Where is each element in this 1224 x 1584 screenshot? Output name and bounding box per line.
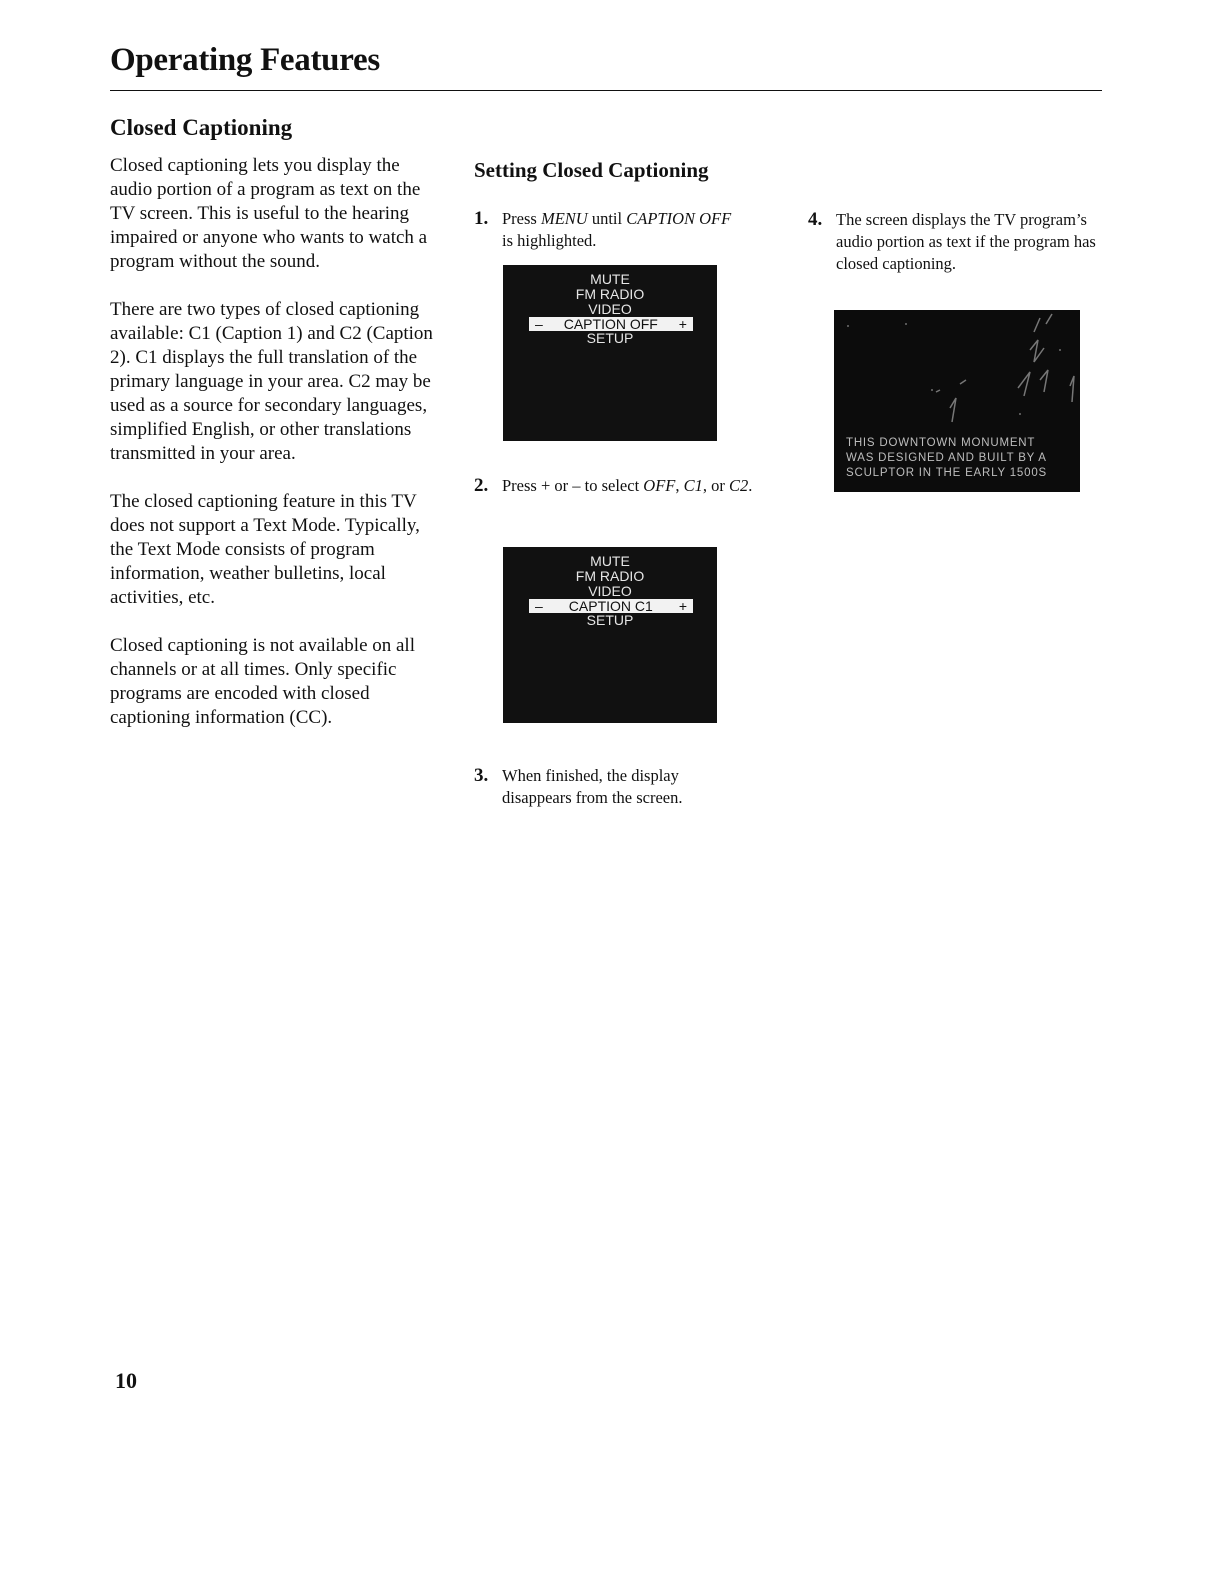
plus-symbol: + — [678, 597, 687, 614]
minus-symbol: – — [535, 597, 543, 614]
menu-item: FM RADIO — [575, 286, 645, 302]
caption-text — [846, 436, 1076, 481]
step-number: 3. — [474, 765, 489, 786]
step-4 — [808, 209, 1098, 275]
intro-paragraph-2: There are two types of closed captioning available: C1 (Caption 1) and C2 (Caption 2). C1 displays the full translation of the primary language in your area. C2 may be used as a source for secondary languages, simplified English, or other translations transmitted in your area. — [110, 299, 433, 464]
menu-item: VIDEO — [588, 583, 632, 599]
subsection-title: Setting Closed Captioning — [474, 158, 709, 182]
intro-column — [110, 154, 445, 754]
step-text: The screen displays the TV program’s audio portion as text if the program has closed captioning. — [836, 210, 1096, 273]
section-title: Closed Captioning — [110, 115, 293, 140]
menu-item-label: CAPTION OFF — [563, 315, 658, 332]
menu-item: SETUP — [586, 612, 634, 628]
menu-item-label: CAPTION C1 — [568, 597, 653, 614]
menu-item: VIDEO — [588, 301, 632, 317]
step-text: Press + or – to select OFF, C1, or C2. — [502, 476, 753, 495]
menu-item-selected — [529, 317, 693, 331]
intro-paragraph-3: The closed captioning feature in this TV does not support a Text Mode. Typically, the Text Mode consists of program information, weather bulletins, local activities, etc. — [110, 491, 420, 608]
page-title: Operating Features — [110, 42, 380, 78]
step-1 — [474, 208, 744, 252]
menu-item: FM RADIO — [575, 568, 645, 584]
caption-line: WAS DESIGNED AND BUILT BY A — [846, 452, 1047, 464]
caption-line: SCULPTOR IN THE EARLY 1500S — [846, 467, 1047, 479]
header-divider — [110, 90, 1102, 91]
minus-symbol: – — [535, 315, 543, 332]
intro-paragraph-4: Closed captioning is not available on all channels or at all times. Only specific programs are encoded with closed captioning information (CC). — [110, 635, 415, 728]
menu-item: SETUP — [586, 330, 634, 346]
menu-item: MUTE — [590, 271, 630, 287]
plus-symbol: + — [678, 315, 687, 332]
menu-item: MUTE — [590, 553, 630, 569]
tv-screen-caption-example — [834, 310, 1080, 492]
step-number: 2. — [474, 475, 489, 496]
step-3 — [474, 765, 724, 809]
caption-line: THIS DOWNTOWN MONUMENT — [846, 437, 1036, 449]
step-text: When finished, the display disappears from the screen. — [502, 766, 683, 807]
step-number: 1. — [474, 208, 489, 229]
step-number: 4. — [808, 209, 823, 230]
page-number: 10 — [115, 1368, 137, 1393]
intro-paragraph-1: Closed captioning lets you display the audio portion of a program as text on the TV screen. This is useful to the hearing impaired or anyone who wants to watch a program without the sound. — [110, 155, 428, 272]
step-2 — [474, 475, 754, 497]
tv-menu-caption-off — [503, 265, 717, 441]
tv-menu-caption-c1 — [503, 547, 717, 723]
menu-item-selected — [529, 599, 693, 613]
step-text: Press MENU until CAPTION OFF is highlighted. — [502, 209, 732, 250]
